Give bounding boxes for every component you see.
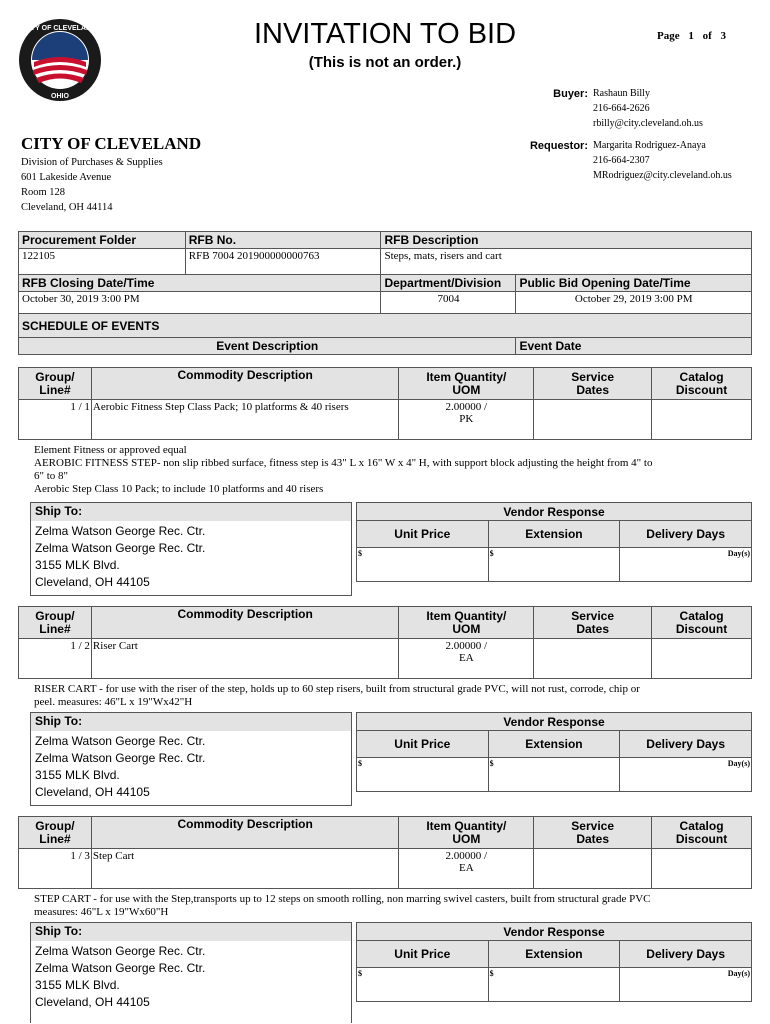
quantity-header: Item Quantity/ UOM — [399, 817, 534, 849]
document-subtitle: (This is not an order.) — [308, 54, 462, 71]
item-description: Element Fitness or approved equal AEROBIC FITNESS STEP- non slip ribbed surface, fitness step is 43" L x 16" W x 4" H, with support block adjusting the height from 4" to 6" to 8" Aerobic Step Class 10 Pack; to include 10 platforms and 40 risers — [34, 444, 653, 495]
item-service-dates — [534, 639, 652, 679]
vendor-response-table — [356, 712, 752, 792]
page-indicator — [657, 30, 726, 42]
extension-header: Extension — [488, 521, 620, 548]
item-line-number: 1 / 2 — [19, 639, 92, 679]
procurement-folder-value: 122105 — [19, 249, 186, 275]
delivery-days-input[interactable]: Day(s) — [620, 548, 752, 582]
closing-date-header: RFB Closing Date/Time — [19, 275, 381, 292]
document-title: INVITATION TO BID — [253, 18, 517, 50]
item-quantity: 2.00000 / EA — [399, 849, 534, 889]
page-label: Page — [657, 30, 680, 42]
delivery-days-input[interactable]: Day(s) — [620, 758, 752, 792]
ship-to-box — [30, 712, 352, 806]
ship-to-label: Ship To: — [31, 923, 351, 941]
requestor-phone: 216-664-2307 — [593, 155, 650, 166]
event-description-header: Event Description — [19, 338, 516, 355]
item-service-dates — [534, 849, 652, 889]
rfb-no-value: RFB 7004 201900000000763 — [185, 249, 381, 275]
address-line: Room 128 — [21, 187, 66, 198]
requestor-email[interactable]: MRodriguez@city.cleveland.oh.us — [593, 170, 732, 181]
requestor-label: Requestor: — [529, 140, 588, 152]
group-line-header: Group/ Line# — [19, 607, 92, 639]
address-line: 601 Lakeside Avenue — [21, 172, 112, 183]
delivery-days-header: Delivery Days — [620, 941, 752, 968]
ship-to-box — [30, 922, 352, 1023]
buyer-email[interactable]: rbilly@city.cleveland.oh.us — [593, 118, 703, 129]
extension-input[interactable]: $ — [488, 758, 620, 792]
catalog-discount-header: Catalog Discount — [652, 607, 752, 639]
group-line-header: Group/ Line# — [19, 368, 92, 400]
ship-to-box — [30, 502, 352, 596]
item-commodity: Step Cart — [91, 849, 398, 889]
service-dates-header: Service Dates — [534, 368, 652, 400]
rfb-no-header: RFB No. — [185, 232, 381, 249]
address-line: Division of Purchases & Supplies — [21, 157, 163, 168]
ship-to-address: Zelma Watson George Rec. Ctr. Zelma Watson George Rec. Ctr. 3155 MLK Blvd. Cleveland, OH 44105 — [35, 524, 206, 589]
item-line-number: 1 / 1 — [19, 400, 92, 440]
item-table — [18, 606, 752, 679]
department-header: Department/Division — [381, 275, 516, 292]
quantity-header: Item Quantity/ UOM — [399, 607, 534, 639]
svg-text:CITY OF CLEVELAND: CITY OF CLEVELAND — [23, 25, 97, 32]
rfb-description-value: Steps, mats, risers and cart — [381, 249, 752, 275]
item-commodity: Riser Cart — [91, 639, 398, 679]
svg-text:OHIO: OHIO — [51, 93, 69, 100]
unit-price-input[interactable]: $ — [357, 548, 489, 582]
unit-price-input[interactable]: $ — [357, 968, 489, 1002]
catalog-discount-header: Catalog Discount — [652, 817, 752, 849]
item-catalog-discount — [652, 400, 752, 440]
closing-date-value: October 30, 2019 3:00 PM — [19, 292, 381, 314]
vendor-response-header: Vendor Response — [357, 503, 752, 521]
ship-to-label: Ship To: — [31, 713, 351, 731]
item-description: RISER CART - for use with the riser of the step, holds up to 60 step risers, built from structural grade PVC, will not rust, corrode, chip or peel. measures: 46"L x 19"Wx42"H — [34, 683, 640, 708]
item-commodity: Aerobic Fitness Step Class Pack; 10 platforms & 40 risers — [91, 400, 398, 440]
delivery-days-header: Delivery Days — [620, 731, 752, 758]
vendor-response-table — [356, 502, 752, 582]
commodity-header: Commodity Description — [91, 817, 398, 849]
item-quantity: 2.00000 / PK — [399, 400, 534, 440]
extension-header: Extension — [488, 731, 620, 758]
ship-to-label: Ship To: — [31, 503, 351, 521]
bid-opening-header: Public Bid Opening Date/Time — [516, 275, 752, 292]
item-table — [18, 367, 752, 440]
department-value: 7004 — [381, 292, 516, 314]
buyer-contact — [593, 86, 703, 131]
unit-price-input[interactable]: $ — [357, 758, 489, 792]
unit-price-header: Unit Price — [357, 731, 489, 758]
vendor-response-header: Vendor Response — [357, 923, 752, 941]
event-date-header: Event Date — [516, 338, 752, 355]
extension-input[interactable]: $ — [488, 968, 620, 1002]
service-dates-header: Service Dates — [534, 817, 652, 849]
rfb-description-header: RFB Description — [381, 232, 752, 249]
item-table — [18, 816, 752, 889]
ship-to-address: Zelma Watson George Rec. Ctr. Zelma Watson George Rec. Ctr. 3155 MLK Blvd. Cleveland, OH 44105 — [35, 944, 206, 1009]
item-catalog-discount — [652, 639, 752, 679]
service-dates-header: Service Dates — [534, 607, 652, 639]
unit-price-header: Unit Price — [357, 941, 489, 968]
extension-input[interactable]: $ — [488, 548, 620, 582]
commodity-header: Commodity Description — [91, 368, 398, 400]
rfb-summary-table — [18, 231, 752, 355]
vendor-response-table — [356, 922, 752, 1002]
item-line-number: 1 / 3 — [19, 849, 92, 889]
ship-to-address: Zelma Watson George Rec. Ctr. Zelma Watson George Rec. Ctr. 3155 MLK Blvd. Cleveland, OH 44105 — [35, 734, 206, 799]
item-description: STEP CART - for use with the Step,transports up to 12 steps on smooth rolling, non marring swivel casters, built from structural grade PVC measures: 46"L x 19"Wx60"H — [34, 893, 651, 918]
bid-opening-value: October 29, 2019 3:00 PM — [516, 292, 752, 314]
catalog-discount-header: Catalog Discount — [652, 368, 752, 400]
quantity-header: Item Quantity/ UOM — [399, 368, 534, 400]
delivery-days-header: Delivery Days — [620, 521, 752, 548]
schedule-of-events-header: SCHEDULE OF EVENTS — [19, 314, 752, 338]
buyer-label: Buyer: — [553, 88, 588, 100]
item-catalog-discount — [652, 849, 752, 889]
buyer-phone: 216-664-2626 — [593, 103, 650, 114]
item-service-dates — [534, 400, 652, 440]
commodity-header: Commodity Description — [91, 607, 398, 639]
page-number: 1 of 3 — [688, 30, 727, 42]
extension-header: Extension — [488, 941, 620, 968]
org-name: CITY OF CLEVELAND — [21, 134, 202, 153]
address-line: Cleveland, OH 44114 — [21, 202, 113, 213]
vendor-response-header: Vendor Response — [357, 713, 752, 731]
item-quantity: 2.00000 / EA — [399, 639, 534, 679]
requestor-name: Margarita Rodriguez-Anaya — [593, 140, 706, 151]
group-line-header: Group/ Line# — [19, 817, 92, 849]
delivery-days-input[interactable]: Day(s) — [620, 968, 752, 1002]
org-address — [21, 155, 163, 215]
unit-price-header: Unit Price — [357, 521, 489, 548]
procurement-folder-header: Procurement Folder — [19, 232, 186, 249]
buyer-name: Rashaun Billy — [593, 88, 650, 99]
requestor-contact — [593, 138, 732, 183]
